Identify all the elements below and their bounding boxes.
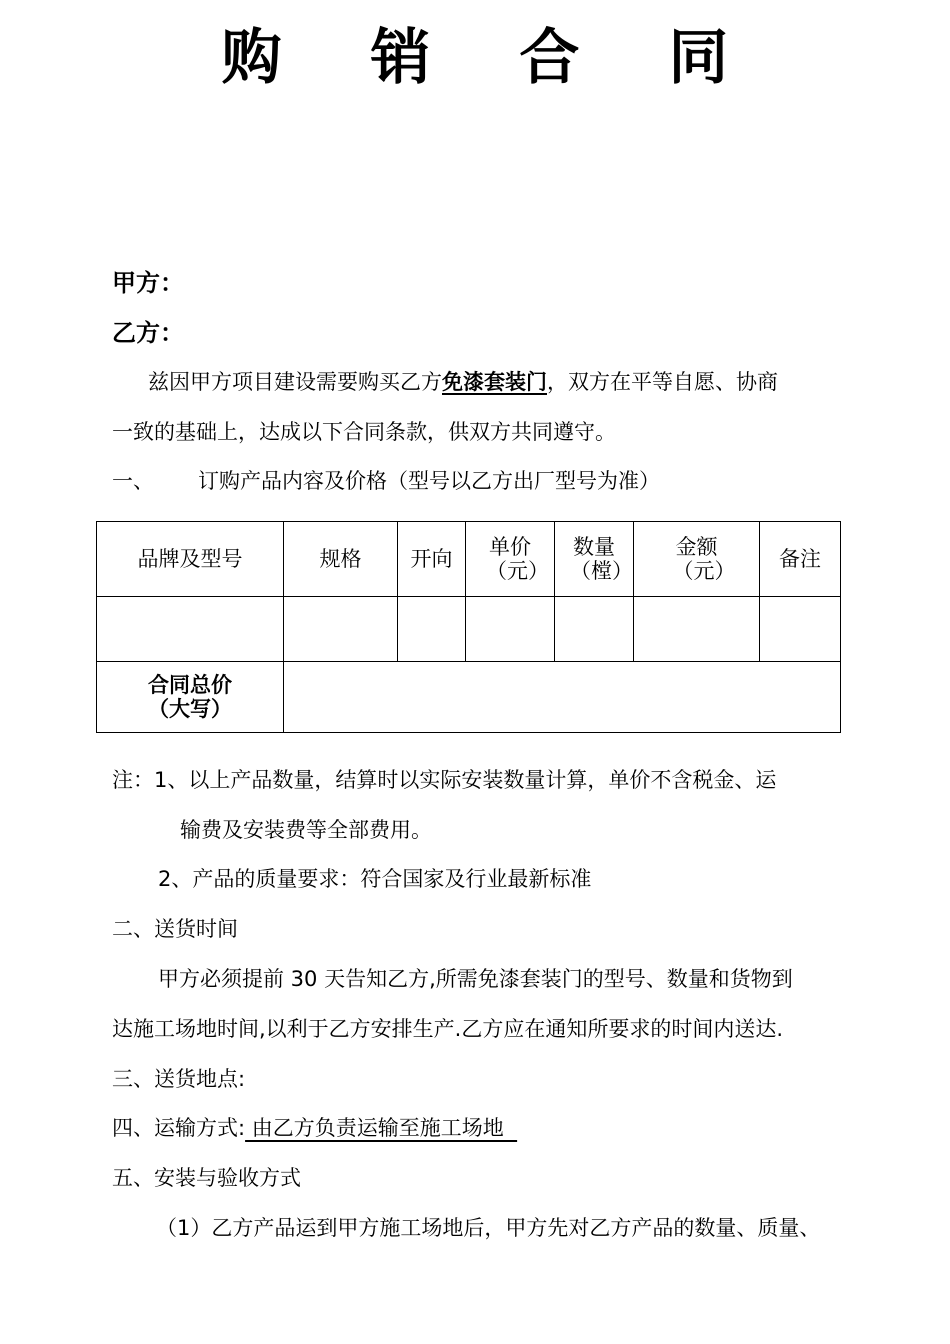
cell-spec [284,597,398,662]
cell-remarks [760,597,841,662]
section-2-line-2: 达施工场地时间,以利于乙方安排生产.乙方应在通知所要求的时间内送达. [112,1017,784,1041]
header-brand-model: 品牌及型号 [97,522,284,597]
party-b-label: 乙方： [112,319,184,347]
table-total-row [97,662,841,733]
section-1-heading [112,466,660,496]
section-4-line [112,1113,517,1143]
header-remarks: 备注 [760,522,841,597]
section-2-heading: 二、送货时间 [112,917,238,941]
total-price-value [284,662,841,733]
header-spec: 规格 [284,522,398,597]
section-5-heading: 五、安装与验收方式 [112,1166,301,1190]
header-unit-price: 单价（元） [466,522,555,597]
section-2-line-1: 甲方必须提前 30 天告知乙方,所需免漆套装门的型号、数量和货物到 [158,967,793,991]
cell-unit-price [466,597,555,662]
party-a-label: 甲方： [112,269,184,297]
cell-amount [634,597,760,662]
section-5-item-1: （1）乙方产品运到甲方施工场地后，甲方先对乙方产品的数量、质量、 [156,1216,821,1240]
section-4-label: 四、运输方式: [112,1116,246,1140]
table-header-row [97,522,841,597]
intro-line-1 [112,367,778,397]
product-name: 免漆套装门 [442,370,547,394]
header-amount: 金额（元） [634,522,760,597]
cell-opening [398,597,466,662]
intro-text-after: ，双方在平等自愿、协商 [547,370,778,394]
header-quantity: 数量（樘） [555,522,634,597]
note-1-line-1: 注：1、以上产品数量，结算时以实际安装数量计算，单价不含税金、运 [112,768,777,792]
document-title: 购 销 合 同 [221,23,763,93]
cell-quantity [555,597,634,662]
section-4-value: 由乙方负责运输至施工场地 [245,1116,518,1140]
note-1-line-2: 输费及安装费等全部费用。 [180,818,432,842]
intro-text-before: 兹因甲方项目建设需要购买乙方 [148,370,442,394]
section-1-title: 订购产品内容及价格（型号以乙方出厂型号为准） [198,469,660,493]
section-3-heading: 三、送货地点: [112,1067,246,1091]
total-price-label: 合同总价（大写） [97,662,284,733]
table-row [97,597,841,662]
intro-line-2: 一致的基础上，达成以下合同条款，供双方共同遵守。 [112,420,616,444]
note-2: 2、产品的质量要求：符合国家及行业最新标准 [158,867,592,891]
cell-brand-model [97,597,284,662]
order-table [96,521,841,733]
header-opening: 开向 [398,522,466,597]
section-1-number: 一、 [112,469,154,493]
